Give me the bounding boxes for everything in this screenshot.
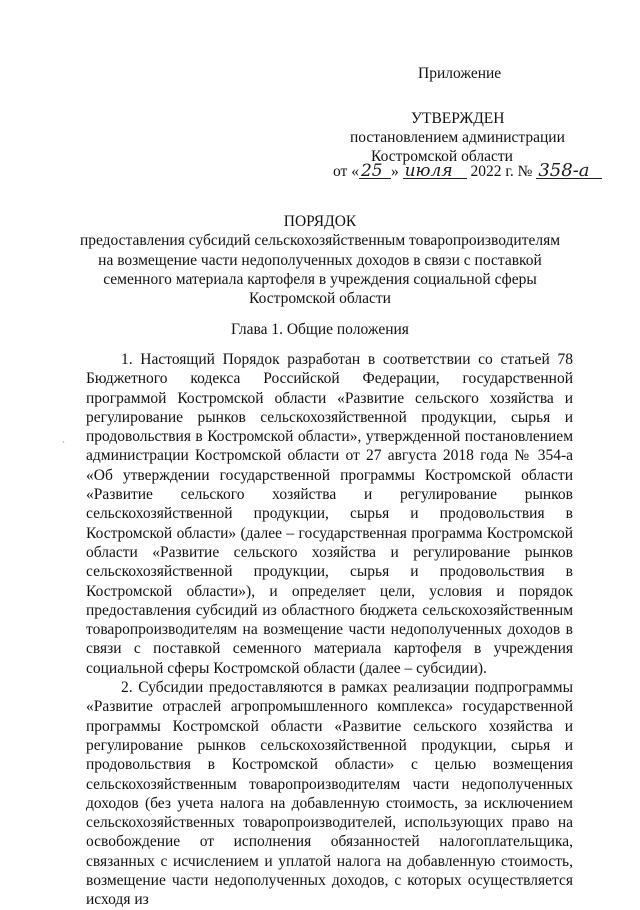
date-line — [333, 162, 602, 181]
date-year: 2022 г. № — [470, 163, 533, 180]
resolution-label: постановлением администрации — [350, 129, 565, 146]
date-prefix: от « — [333, 163, 359, 180]
title-line-2: на возмещение части недополученных доходов в связи с поставкой — [98, 251, 542, 269]
date-day-handwritten: 25 — [359, 164, 391, 179]
date-mid: » — [390, 163, 399, 180]
approved-label: УТВЕРЖДЕН — [411, 110, 505, 127]
chapter-heading: Глава 1. Общие положения — [231, 321, 409, 338]
appendix-label: Приложение — [418, 65, 502, 82]
title-heading: ПОРЯДОК — [283, 213, 357, 230]
title-line-3: семенного материала картофеля в учреждения социальной сферы — [103, 270, 537, 288]
document-body — [86, 350, 573, 910]
title-line-1: предоставления субсидий сельскохозяйственным товаропроизводителям — [79, 232, 561, 250]
paragraph-2: 2. Субсидии предоставляются в рамках реализации подпрограммы «Развитие отраслей агропромышленного комплекса» государственной программы Костромской области «Развитие сельского хозяйства и регулирование рынков сельскохозяйственной продукции, сырья и продовольствия в Костромской области» с целью возмещения сельскохозяйственным товаропроизводителям части недополученных доходов (без учета налога на добавленную стоимость, за исключением сельскохозяйственных товаропроизводителей, использующих право на освобождение от исполнения обязанностей налогоплательщика, связанных с исчислением и уплатой налога на добавленную стоимость, возмещение части недополученных доходов, с которых осуществляется исходя из — [86, 679, 573, 909]
date-month-handwritten: июля — [403, 164, 467, 179]
doc-number-handwritten: 358-а — [536, 164, 602, 179]
document-title — [60, 212, 580, 308]
region-label: Костромской области — [371, 148, 513, 165]
paragraph-1: 1. Настоящий Порядок разработан в соответствии со статьей 78 Бюджетного кодекса Российской Федерации, государственной программой Костромской области «Развитие сельского хозяйства и регулирование рынков сельскохозяйственной продукции, сырья и продовольствия в Костромской области», утвержденной постановлением администрации Костромской области от 27 августа 2018 года № 354-а «Об утверждении государственной программы Костромской области «Развитие сельского хозяйства и регулирование рынков сельскохозяйственной продукции, сырья и продовольствия в Костромской области» (далее – государственная программа Костромской области «Развитие сельского хозяйства и регулирование рынков сельскохозяйственной продукции, сырья и продовольствия в Костромской области»), и определяет цели, условия и порядок предоставления субсидий из областного бюджета сельскохозяйственным товаропроизводителям на возмещение части недополученных доходов в связи с поставкой семенного материала картофеля в учреждения социальной сферы Костромской области (далее – субсидии). — [86, 351, 573, 677]
title-line-4: Костромской области — [249, 290, 391, 308]
margin-mark: ` — [62, 440, 65, 450]
